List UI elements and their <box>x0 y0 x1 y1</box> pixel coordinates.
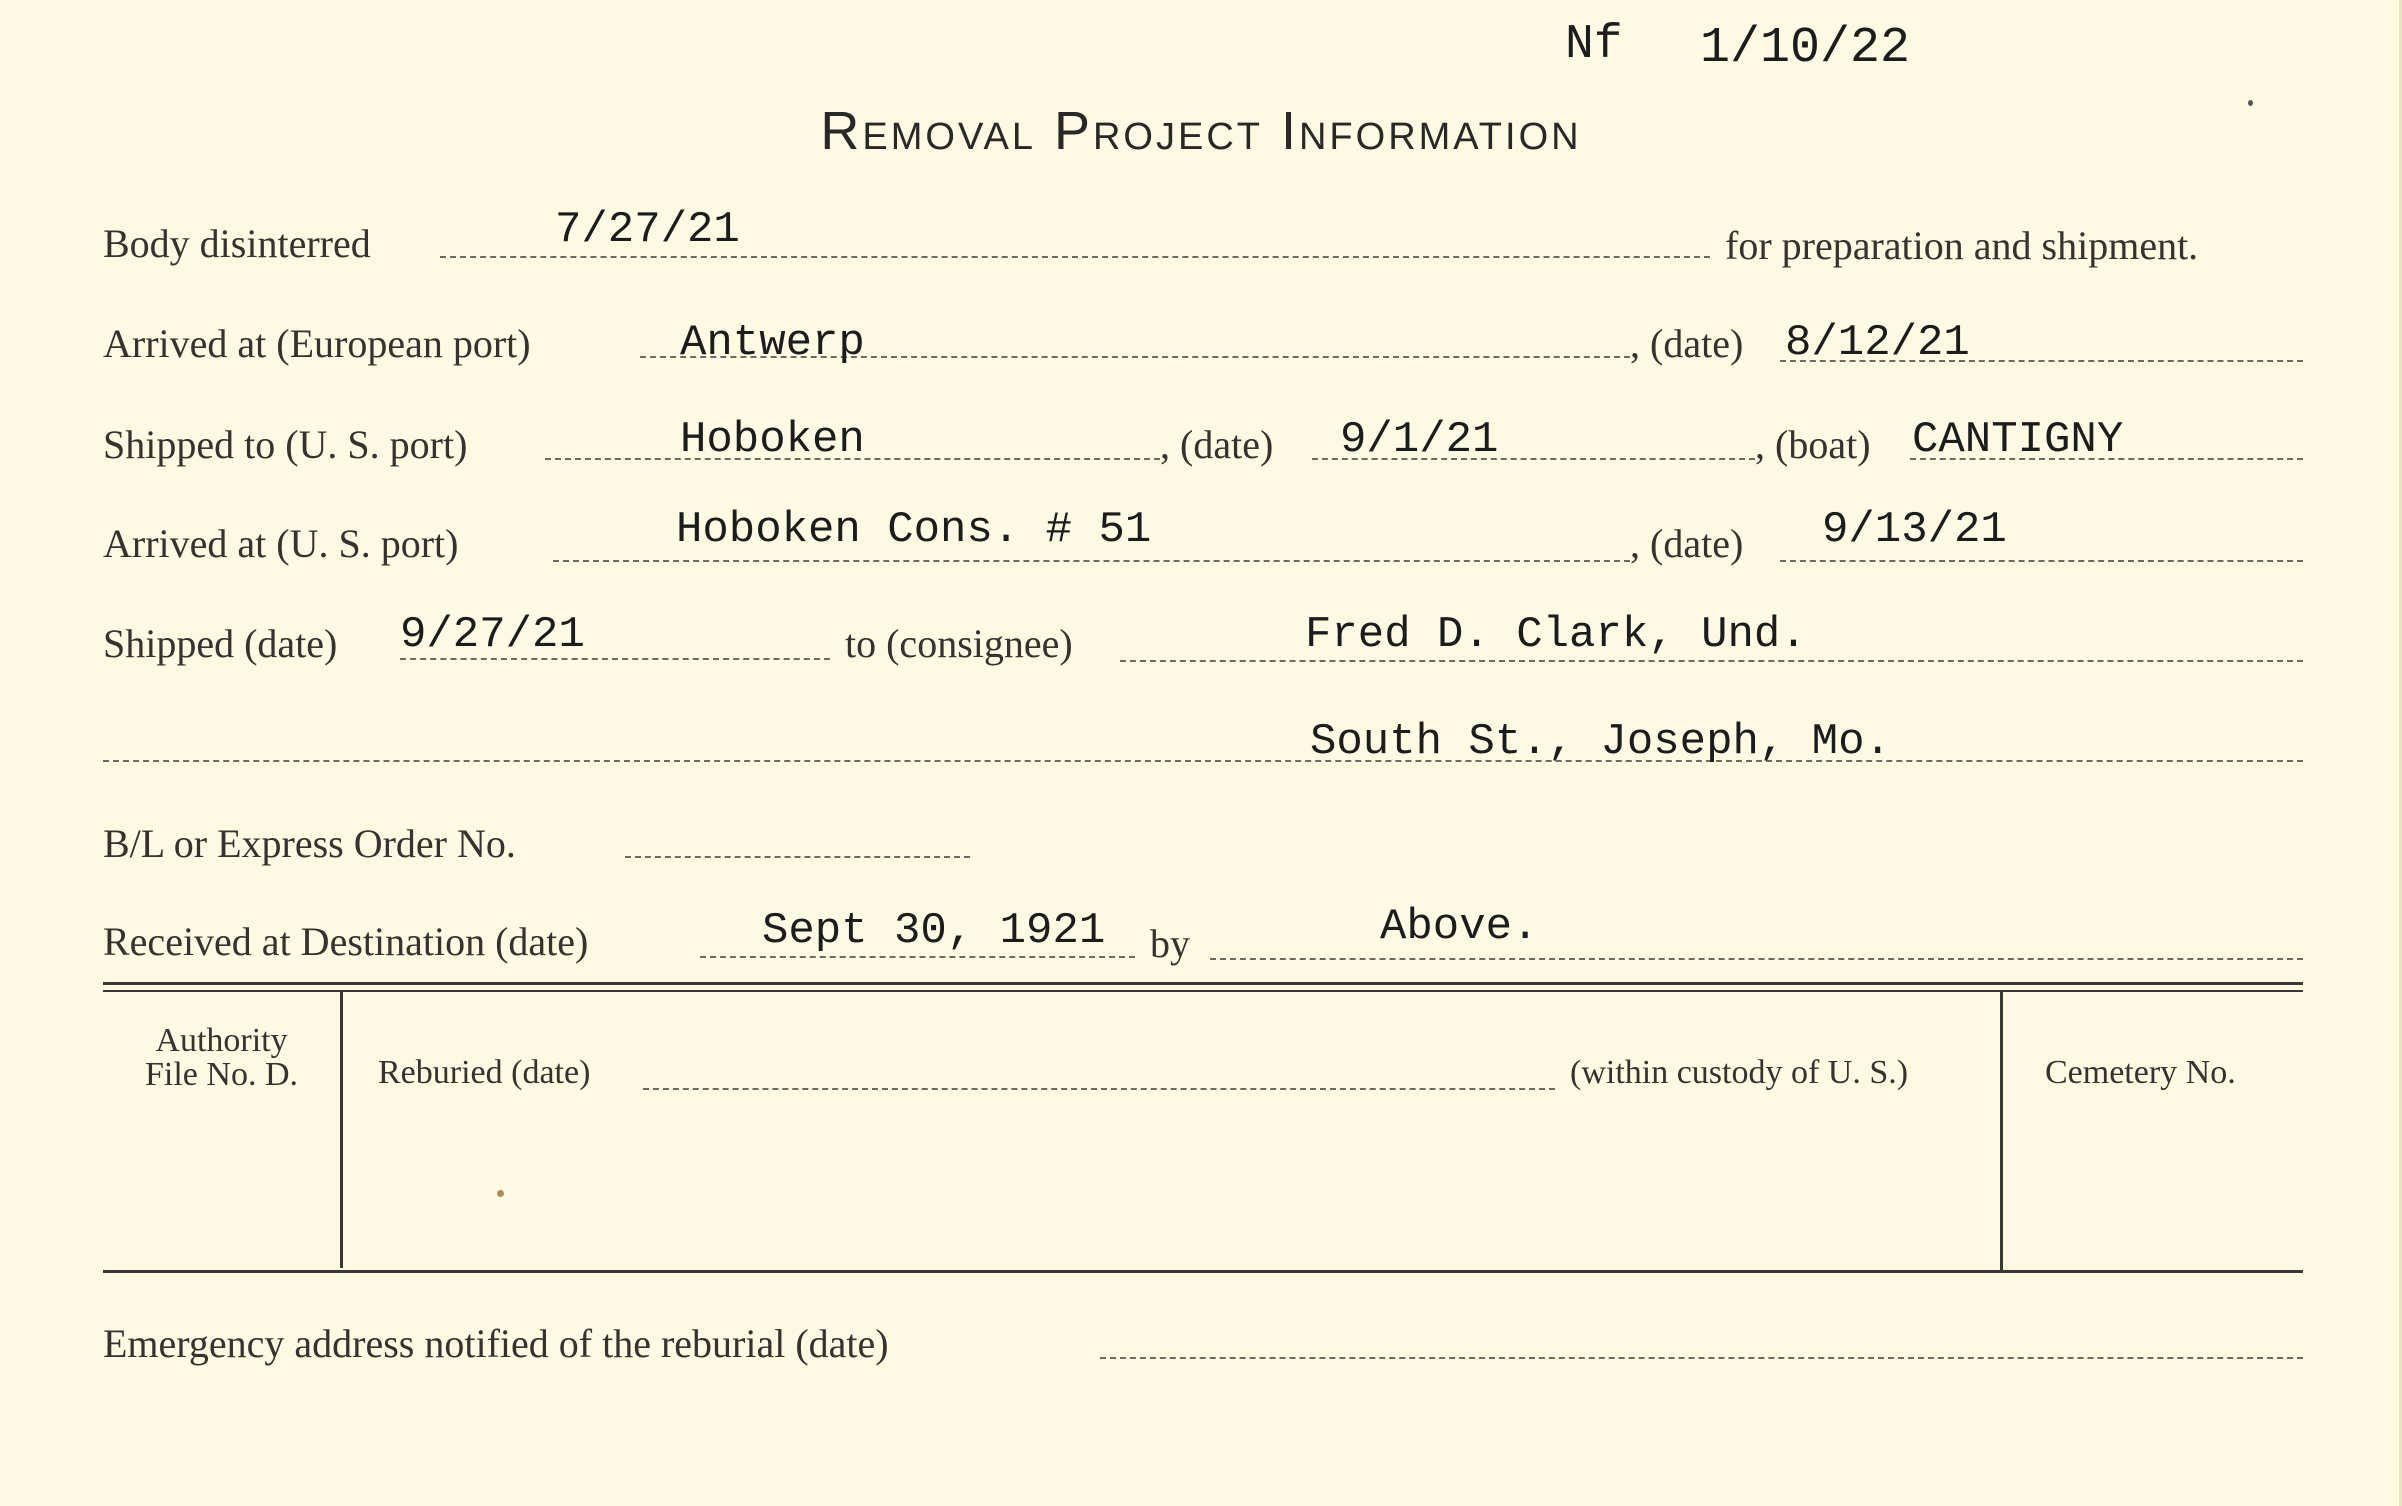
shipment-suffix: for preparation and shipment. <box>1725 223 2199 268</box>
european-port-date-label: , (date) <box>1630 321 1744 366</box>
table-divider-left <box>340 992 343 1268</box>
paper-speck <box>497 1190 504 1197</box>
table-divider-right <box>2000 992 2003 1270</box>
us-port-arrived-date: 9/13/21 <box>1822 505 2007 555</box>
emergency-address-label: Emergency address notified of the reburial (date) <box>103 1321 889 1366</box>
us-port-arrived-label: Arrived at (U. S. port) <box>103 521 459 566</box>
bl-order-label: B/L or Express Order No. <box>103 821 516 866</box>
us-port-arrived-value: Hoboken Cons. # 51 <box>676 505 1152 555</box>
shipped-date-value: 9/27/21 <box>400 610 585 660</box>
us-port-arrived-date-line <box>1780 560 2303 562</box>
body-disinterred-line <box>440 256 1710 258</box>
paper-speck <box>2248 100 2253 106</box>
shipped-date-label: Shipped (date) <box>103 621 338 666</box>
table-top-rule <box>103 982 2303 985</box>
authority-label-line2: File No. D. <box>145 1056 298 1093</box>
boat-value: CANTIGNY <box>1912 415 2124 465</box>
received-by-label: by <box>1150 921 1190 966</box>
consignee-label: to (consignee) <box>845 621 1073 666</box>
us-port-shipped-date-label: , (date) <box>1160 422 1274 467</box>
us-port-shipped-date: 9/1/21 <box>1340 415 1499 465</box>
received-by-value: Above. <box>1380 902 1539 952</box>
reburied-line <box>643 1088 1555 1090</box>
us-port-shipped-value: Hoboken <box>680 415 865 465</box>
consignee-address-line <box>103 760 2303 762</box>
received-by-line <box>1210 958 2303 960</box>
body-disinterred-value: 7/27/21 <box>555 205 740 255</box>
body-disinterred-label: Body disinterred <box>103 221 371 266</box>
european-port-date: 8/12/21 <box>1785 318 1970 368</box>
received-destination-date: Sept 30, 1921 <box>762 906 1106 956</box>
boat-label: , (boat) <box>1755 422 1871 467</box>
custody-label: (within custody of U. S.) <box>1570 1054 1909 1091</box>
bl-order-line <box>625 856 970 858</box>
cemetery-label: Cemetery No. <box>2045 1054 2236 1091</box>
consignee-value: Fred D. Clark, Und. <box>1305 610 1807 660</box>
handwritten-annotation: Nf <box>1565 18 1623 72</box>
us-port-shipped-label: Shipped to (U. S. port) <box>103 422 468 467</box>
reburied-label: Reburied (date) <box>378 1054 591 1091</box>
us-port-arrived-date-label: , (date) <box>1630 521 1744 566</box>
table-top-rule-double <box>103 990 2303 992</box>
annotation-date: 1/10/22 <box>1700 20 1911 77</box>
european-port-value: Antwerp <box>680 318 865 368</box>
consignee-line <box>1120 660 2303 662</box>
consignee-address: South St., Joseph, Mo. <box>1310 717 1891 767</box>
received-destination-label: Received at Destination (date) <box>103 919 589 964</box>
us-port-arrived-line <box>553 560 1630 562</box>
table-bottom-rule <box>103 1270 2303 1273</box>
form-title: Removal Project Information <box>820 101 1582 161</box>
authority-label-line1: Authority <box>155 1022 288 1059</box>
european-port-label: Arrived at (European port) <box>103 321 531 366</box>
emergency-address-line <box>1100 1357 2303 1359</box>
received-destination-line <box>700 956 1135 958</box>
